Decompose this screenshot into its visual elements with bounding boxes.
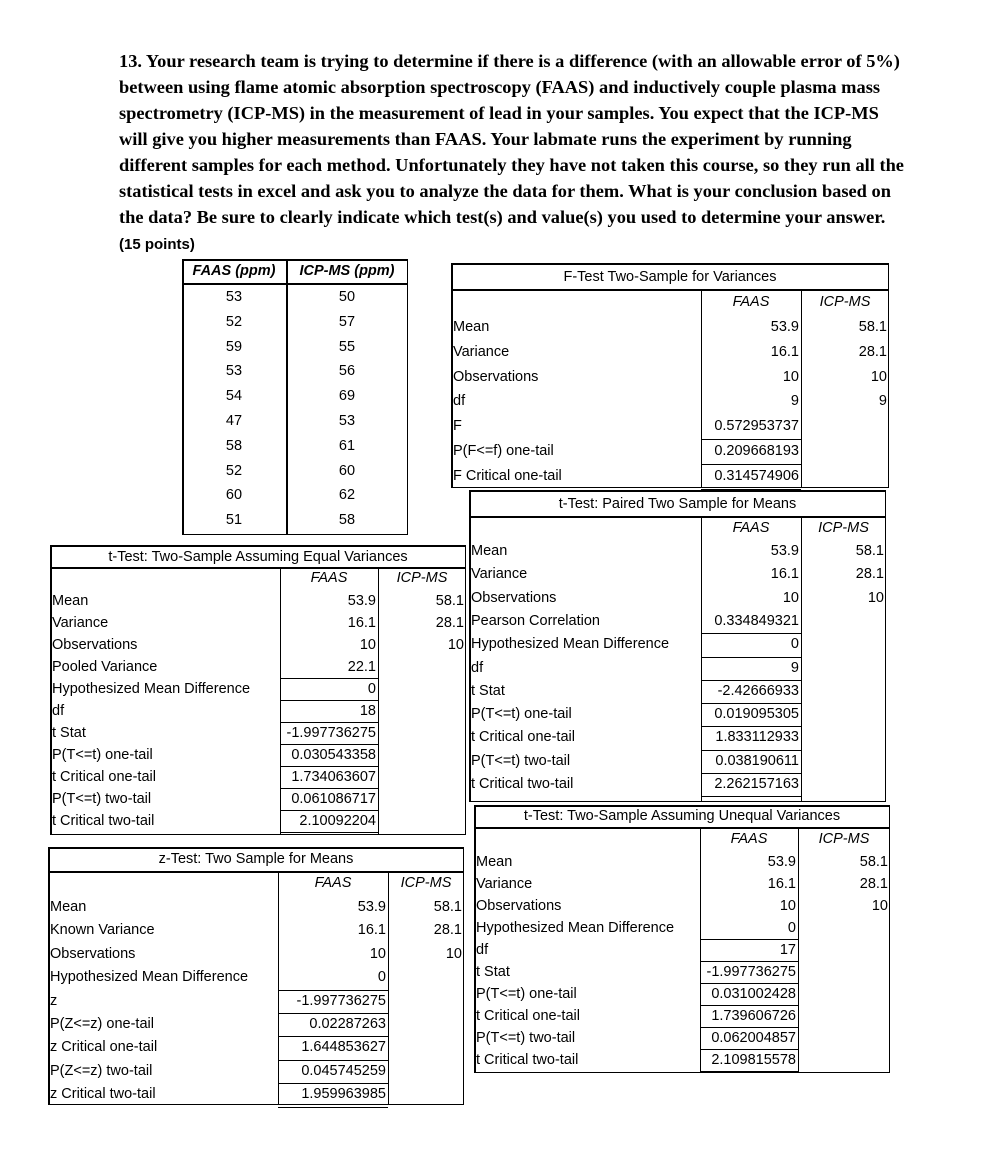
grid-line [407,259,409,535]
table-row [50,788,466,810]
ztest-label: z [50,992,58,1009]
grid-line [50,545,466,547]
raw-header-icp: ICP-MS (ppm) [299,263,395,279]
ttest_unequal-col1-value: 10 [779,898,796,914]
ttest_unequal-label: P(T<=t) two-tail [476,1030,576,1046]
ttest_equal-label: P(T<=t) one-tail [52,747,153,763]
grid-line [50,834,466,836]
ttest_unequal-col1-value: 0.062004857 [711,1030,796,1046]
ttest_unequal-label: Observations [476,898,562,914]
ttest_paired-col2-value [801,680,885,703]
ttest_equal-col1-value: -1.997736275 [286,725,376,741]
table-row [182,335,408,360]
table-row [48,1036,464,1059]
ftest-col2-value: 28.1 [858,343,887,360]
ttest_equal-col2-value: 58.1 [435,593,464,609]
ttest_equal-col2-value [378,722,465,744]
ftest-col2-value [801,464,888,489]
ztest-label: Mean [50,899,87,915]
raw-faas-value: 51 [225,512,243,529]
table-row [50,634,466,656]
grid-line [888,263,890,488]
grid-line [801,289,802,488]
raw-icp-value: 56 [338,363,356,380]
grid-line [182,534,408,536]
ztest-col2-value [388,1060,463,1083]
ztest-label: Hypothesized Mean Difference [50,969,249,986]
ztest-label: z Critical two-tail [50,1086,156,1103]
ttest_unequal-label: Mean [476,854,513,870]
ttest_paired-col2-value: 10 [867,589,884,606]
ftest-col2-value: 9 [878,393,887,410]
ttest_paired-col2-value [801,773,885,796]
ttest_paired-label: Pearson Correlation [471,612,600,629]
table-row [182,409,408,434]
grid-line [278,1107,388,1108]
table-row [182,483,408,508]
raw-icp-value: 53 [338,413,356,429]
ttest_unequal-label: Variance [476,876,533,892]
ztest-label: Known Variance [50,922,155,939]
table-row [451,414,889,439]
grid-line [388,871,389,1105]
ttest_paired-col1-value: 16.1 [770,566,799,583]
raw-icp-value: 60 [338,462,356,479]
table-row [474,851,890,873]
question-body: 13. Your research team is trying to determine if there is a difference (with an allowable error of 5%) between using flame atomic absorption spectroscopy (FAAS) and inductively couple plasma mass spectrometry (ICP-MS) in the measurement of lead in your samples. You expect that the ICP-MS will give you higher measurements than FAAS. Your labmate runs the experiment by running different samples for each method. Unfortunately they have not taken this course, so they run all the statistical tests in excel and ask you to analyze the data for them. What is your conclusion based on the data? Be sure to clearly indicate which test(s) and value(s) you used to determine your answer. [119,51,904,227]
ttest_equal-col1-value: 0.061086717 [291,791,376,807]
table-row [48,1013,464,1036]
ztest-col1-value: 1.644853627 [301,1039,386,1056]
ttest_equal-col1-value: 18 [359,703,376,719]
ttest_paired-col1-value: 1.833112933 [715,729,799,746]
table-row [451,315,889,340]
ttest_equal-col2-value [378,656,465,678]
grid-line [701,796,801,797]
grid-line [451,263,889,265]
ztest-label: z Critical one-tail [50,1039,158,1056]
raw-faas-value: 52 [225,313,243,330]
table-row [451,340,889,365]
ztest-col1-value: 53.9 [357,899,386,915]
ftest-col2-value [801,439,888,464]
grid-line [451,289,889,291]
table-row [182,310,408,335]
table-row [50,766,466,788]
ztest-col1-value: -1.997736275 [296,992,386,1009]
ttest_equal-col2-value [378,766,465,788]
ttest_unequal-col1-value: 1.739606726 [711,1008,796,1024]
ztest-col2-value [388,990,463,1013]
grid-line [48,871,464,873]
ztest-col1-value: 16.1 [357,922,386,939]
grid-line [469,516,886,518]
grid-line [182,283,408,285]
ftest-label: df [453,393,466,410]
grid-line [701,516,702,802]
question-points: (15 points) [119,236,195,253]
ttest_equal-col1-value: 0.030543358 [291,747,376,763]
table-row [182,384,408,409]
ttest_equal-col2-value: 28.1 [435,615,464,631]
table-row [48,919,464,942]
grid-line [48,847,50,1105]
ttest_unequal-col2-value [798,917,889,939]
ttest_equal-col1-value: 1.734063607 [291,769,376,785]
table-row [182,285,408,310]
ftest-col1-value: 53.9 [770,319,799,335]
ttest_unequal-col2-value [798,983,889,1005]
ttest_equal-col2-value: 10 [447,637,464,653]
table-row [48,1060,464,1083]
ttest_paired-col2-value [801,610,885,633]
table-row [469,587,886,610]
ttest_unequal-col2-value: 28.1 [859,876,888,892]
table-row [469,563,886,586]
raw-icp-value: 61 [338,437,356,454]
ttest_equal-label: Observations [52,637,138,653]
ftest-col1-header: FAAS [732,294,770,310]
ttest_equal-label: Hypothesized Mean Difference [52,681,251,697]
ttest_paired-title: t-Test: Paired Two Sample for Means [558,496,797,512]
ftest-label: Observations [453,368,539,385]
ztest-col1-header: FAAS [314,875,352,891]
raw-header-faas: FAAS (ppm) [192,263,276,279]
table-row [48,966,464,989]
table-row [50,678,466,700]
ttest_unequal-col1-header: FAAS [730,831,768,847]
raw-faas-value: 53 [225,363,243,380]
grid-line [474,827,890,829]
paired-t-test-table [469,490,886,802]
ttest_paired-label: Observations [471,589,557,606]
ttest_equal-col1-value: 16.1 [347,615,376,631]
ttest_unequal-col1-value: 17 [779,942,796,958]
ttest_equal-col1-header: FAAS [310,570,348,586]
table-row [474,939,890,961]
raw-icp-value: 58 [338,512,356,529]
raw-faas-value: 53 [225,289,243,305]
ftest-col2-header: ICP-MS [819,294,871,310]
table-row [469,703,886,726]
ztest-col1-value: 10 [369,945,386,962]
table-row [469,726,886,749]
grid-line [469,490,886,492]
ttest_paired-label: P(T<=t) one-tail [471,706,572,723]
ttest_equal-label: Variance [52,615,109,631]
table-row [48,896,464,919]
table-row [182,508,408,533]
table-row [451,365,889,390]
table-row [451,389,889,414]
ttest_equal-col2-value [378,810,465,832]
ttest_unequal-col2-value [798,961,889,983]
ftest-label: Mean [453,319,490,335]
ttest_paired-label: Mean [471,543,508,559]
ttest_paired-col2-header: ICP-MS [818,520,869,536]
ttest_unequal-label: t Stat [476,964,510,980]
grid-line [286,259,288,535]
table-row [474,1005,890,1027]
ttest_paired-label: t Critical two-tail [471,776,574,792]
ttest_equal-label: Mean [52,593,89,609]
ttest_paired-label: t Stat [471,682,505,699]
ttest_paired-col1-value: 10 [782,589,799,606]
table-row [182,434,408,459]
ttest_equal-label: t Critical one-tail [52,769,156,785]
ztest-col2-value: 10 [445,945,462,962]
raw-icp-value: 62 [338,487,356,504]
raw-data-table [182,259,408,535]
table-row [50,612,466,634]
ttest_equal-col1-value: 10 [359,637,376,653]
grid-line [182,259,408,261]
table-row [474,983,890,1005]
ttest_unequal-col1-value: 0 [787,920,796,936]
grid-line [474,1072,890,1074]
ftest-label: F [453,418,462,435]
ttest_unequal-col2-value [798,1005,889,1027]
ttest_equal-label: Pooled Variance [52,659,158,675]
z-test-table [48,847,464,1105]
ttest_unequal-col1-value: 16.1 [767,876,796,892]
ttest_paired-col1-value: 0.019095305 [714,706,799,723]
ztest-label: P(Z<=z) one-tail [50,1016,154,1032]
ttest_paired-col2-value [801,726,885,749]
ttest_equal-label: t Stat [52,725,86,741]
table-row [50,744,466,766]
ftest-label: P(F<=f) one-tail [453,443,554,459]
ftest-col1-value: 0.572953737 [714,418,799,435]
table-row [182,459,408,484]
ttest_paired-col1-value: 9 [790,659,799,676]
grid-line [378,567,379,835]
table-row [50,722,466,744]
ztest-col2-value [388,1036,463,1059]
ttest_paired-col1-value: 0 [790,636,799,653]
table-row [469,657,886,680]
ttest_paired-col1-value: -2.42666933 [717,682,799,699]
ttest_unequal-label: t Critical one-tail [476,1008,580,1024]
table-row [50,656,466,678]
grid-line [700,827,701,1073]
ftest-col1-value: 0.209668193 [714,443,799,459]
table-row [50,810,466,832]
ftest-label: Variance [453,343,510,360]
ztest-col2-header: ICP-MS [400,875,452,891]
table-row [474,895,890,917]
ttest_paired-label: Hypothesized Mean Difference [471,636,670,653]
grid-line [798,827,799,1073]
grid-line [469,490,471,802]
ztest-col2-value: 58.1 [433,899,462,915]
ztest-label: P(Z<=z) two-tail [50,1062,153,1079]
table-row [469,633,886,656]
ttest_paired-col2-value [801,750,885,773]
ztest-col1-value: 1.959963985 [301,1086,386,1103]
ttest_paired-label: Variance [471,566,528,583]
ztest-col2-value [388,966,463,989]
ttest_unequal-col2-value [798,1027,889,1049]
ftest-col1-value: 10 [782,368,799,385]
ttest_equal-col2-value [378,744,465,766]
ttest_paired-col2-value [801,633,885,656]
ttest_paired-col1-header: FAAS [732,520,770,536]
ftest-label: F Critical one-tail [453,467,562,484]
grid-line [701,289,702,488]
ttest_unequal-col2-value: 58.1 [859,854,888,870]
table-row [48,990,464,1013]
grid-line [801,516,802,802]
ztest-label: Observations [50,945,136,962]
table-row [469,680,886,703]
ttest_paired-col2-value [801,703,885,726]
grid-line [451,487,889,489]
ttest_unequal-col1-value: -1.997736275 [706,964,796,980]
grid-line [50,545,52,835]
ttest_equal-title: t-Test: Two-Sample Assuming Equal Variances [108,549,408,565]
grid-line [474,805,476,1073]
ftest-col2-value: 10 [870,368,887,385]
ttest_equal-col1-value: 53.9 [347,593,376,609]
table-row [474,961,890,983]
grid-line [278,871,279,1105]
raw-faas-value: 58 [225,437,243,454]
ttest_equal-label: P(T<=t) two-tail [52,791,152,807]
grid-line [50,567,466,569]
table-row [469,610,886,633]
ftest-title: F-Test Two-Sample for Variances [563,269,777,285]
table-row [474,1049,890,1071]
grid-line [280,567,281,835]
raw-faas-value: 60 [225,487,243,504]
ttest_paired-label: df [471,659,484,676]
table-row [50,700,466,722]
raw-faas-value: 47 [225,413,243,429]
unequal-variance-t-test-table [474,805,890,1073]
table-row [451,464,889,489]
ttest_unequal-label: P(T<=t) one-tail [476,986,577,1002]
raw-icp-value: 57 [338,313,356,330]
ftest-col1-value: 9 [790,393,799,410]
ttest_unequal-col2-value [798,939,889,961]
grid-line [885,490,887,802]
equal-variance-t-test-table [50,545,466,835]
raw-faas-value: 59 [225,338,243,355]
grid-line [451,263,453,488]
ztest-col1-value: 0.045745259 [301,1062,386,1079]
ftest-col2-value [801,414,888,439]
ttest_paired-col2-value [801,657,885,680]
ttest_unequal-col1-value: 2.109815578 [711,1052,796,1068]
raw-faas-value: 52 [225,462,243,479]
ttest_unequal-col2-value: 10 [871,898,888,914]
ttest_equal-col1-value: 0 [367,681,376,697]
ttest_equal-label: t Critical two-tail [52,813,155,829]
ttest_equal-col2-header: ICP-MS [396,570,448,586]
ttest_equal-col1-value: 22.1 [347,659,376,675]
grid-line [889,805,891,1073]
table-row [451,439,889,464]
ttest_paired-col1-value: 0.038190611 [715,752,799,769]
raw-icp-value: 50 [338,289,356,305]
grid-line [474,805,890,807]
ztest-col1-value: 0 [377,969,386,986]
ttest_equal-label: df [52,703,65,719]
ztest-col1-value: 0.02287263 [309,1016,386,1032]
grid-line [48,1104,464,1106]
table-row [182,359,408,384]
raw-header-row [182,259,408,283]
ttest_equal-col1-value: 2.10092204 [299,813,376,829]
ttest_paired-col2-value: 58.1 [855,543,884,559]
ttest_unequal-col1-value: 0.031002428 [711,986,796,1002]
raw-faas-value: 54 [225,388,243,405]
raw-icp-value: 55 [338,338,356,355]
ftest-col1-value: 0.314574906 [714,467,799,484]
ttest_paired-label: P(T<=t) two-tail [471,752,571,769]
table-row [469,540,886,563]
ztest-col2-value [388,1013,463,1036]
ttest_unequal-title: t-Test: Two-Sample Assuming Unequal Variances [523,808,841,824]
table-row [474,917,890,939]
ftest-col2-value: 58.1 [858,319,887,335]
ttest_paired-col2-value: 28.1 [855,566,884,583]
ttest_paired-col1-value: 0.334849321 [714,612,799,629]
ttest_paired-col1-value: 53.9 [770,543,799,559]
ttest_equal-col2-value [378,700,465,722]
table-row [474,1027,890,1049]
ttest_unequal-col2-value [798,1049,889,1071]
grid-line [48,847,464,849]
grid-line [465,545,467,835]
question-text [119,48,909,258]
ttest_unequal-col1-value: 53.9 [767,854,796,870]
ttest_equal-col2-value [378,788,465,810]
ttest_unequal-label: t Critical two-tail [476,1052,579,1068]
ttest_unequal-col2-header: ICP-MS [818,831,870,847]
table-row [50,590,466,612]
grid-line [463,847,465,1105]
ztest-title: z-Test: Two Sample for Means [158,851,354,867]
raw-icp-value: 69 [338,388,356,405]
grid-line [182,259,184,535]
ttest_paired-col1-value: 2.262157163 [714,776,799,792]
ttest_unequal-label: df [476,942,489,958]
ttest_paired-label: t Critical one-tail [471,729,575,746]
ztest-col2-value: 28.1 [433,922,462,939]
table-row [469,750,886,773]
table-row [48,943,464,966]
ftest-col1-value: 16.1 [770,343,799,360]
ttest_equal-col2-value [378,678,465,700]
table-row [474,873,890,895]
ttest_unequal-label: Hypothesized Mean Difference [476,920,675,936]
grid-line [469,801,886,803]
f-test-table [451,263,889,488]
table-row [469,773,886,796]
